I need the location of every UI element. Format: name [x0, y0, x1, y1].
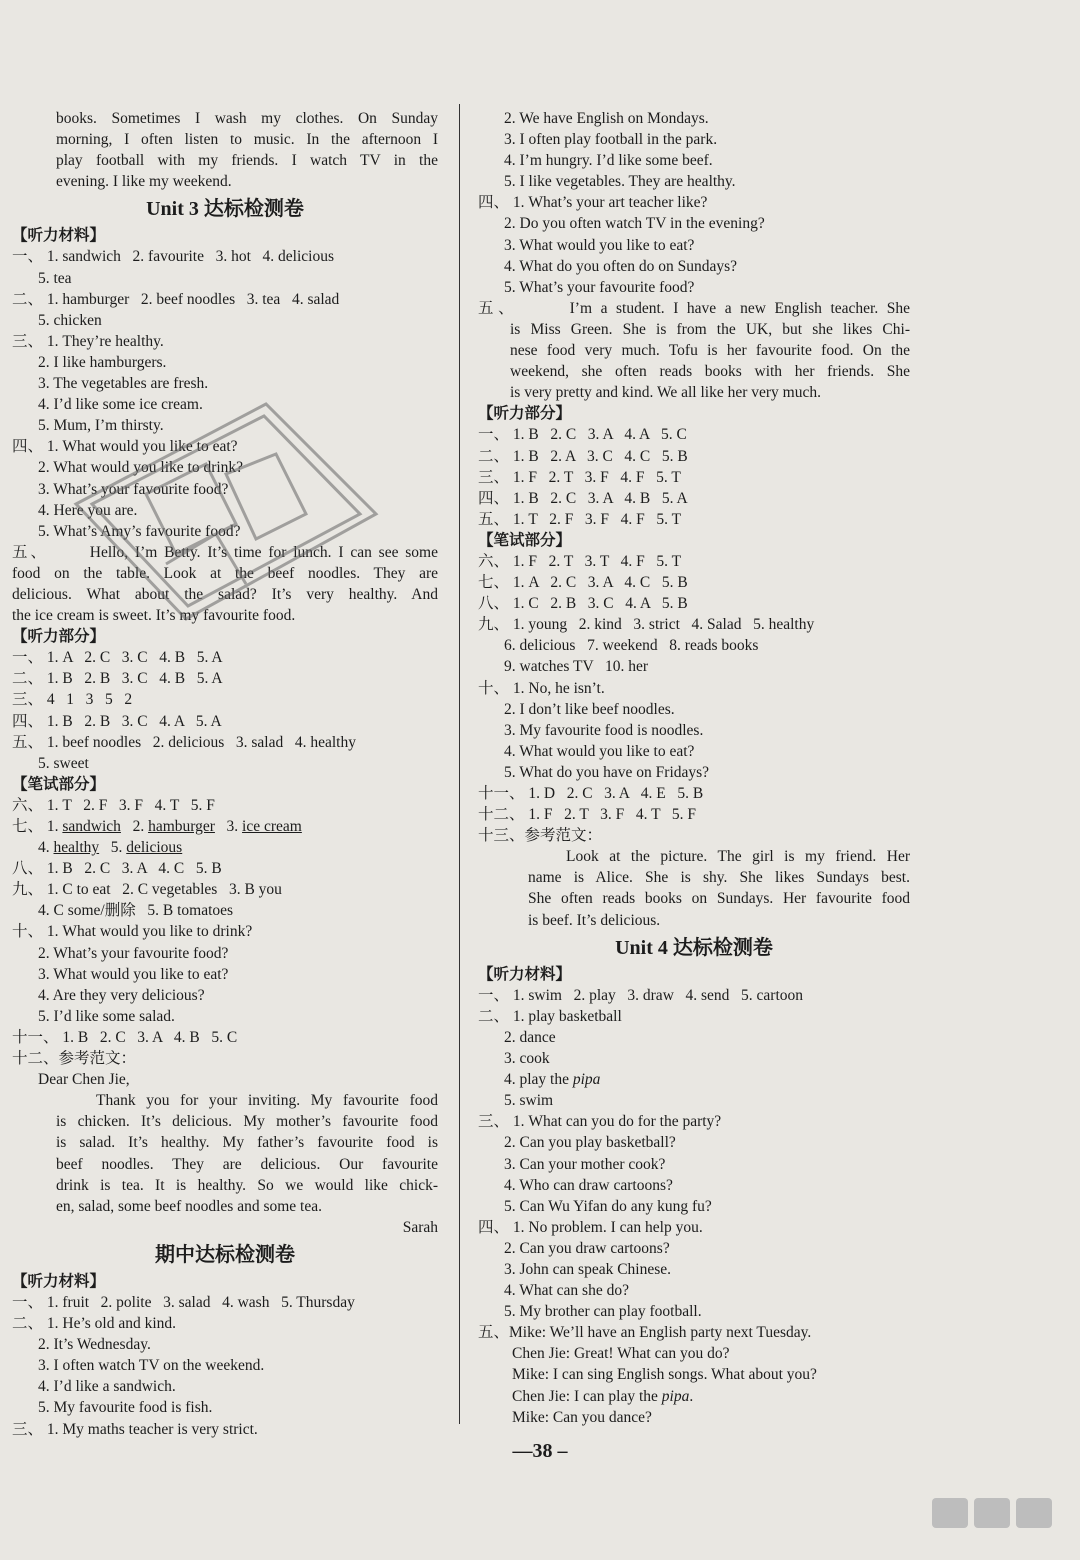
answer-line: 三、 4 1 3 5 2 — [12, 691, 133, 709]
answer-line: 5. My brother can play football. — [504, 1303, 702, 1321]
answer-line: 二、 1. hamburger 2. beef noodles 3. tea 4. salad — [12, 290, 340, 308]
answer-line: 八、 1. B 2. C 3. A 4. C 5. B — [12, 860, 222, 878]
answer-line: 3. What would you like to eat? — [38, 965, 229, 983]
column-divider — [459, 104, 460, 1424]
dialogue-line: 五、Mike: We’ll have an English party next Tuesday. — [478, 1324, 812, 1342]
answer-line: 6. delicious 7. weekend 8. reads books — [504, 637, 759, 655]
answer-line: 3. cook — [504, 1050, 550, 1068]
answer-line: 2. What’s your favourite food? — [38, 944, 229, 962]
essay-line: Look at the picture. The girl is my friend. Her — [566, 848, 910, 866]
answer-line: 2. dance — [504, 1028, 556, 1046]
unit4-title: Unit 4 达标检测卷 — [615, 936, 773, 959]
letter-line: drink is tea. It is healthy. So we would like chick- — [56, 1176, 438, 1194]
answer-line: 3. I often watch TV on the weekend. — [38, 1357, 265, 1375]
letter-line: beef noodles. They are delicious. Our favourite — [56, 1155, 438, 1173]
letter-signature: Sarah — [402, 1218, 438, 1236]
answer-line: 十三、参考范文： — [478, 827, 603, 845]
watermark-graphic — [928, 1494, 1058, 1550]
section-label: 【听力材料】 — [12, 1272, 106, 1290]
essay-line: name is Alice. She is shy. She likes Sundays best. — [528, 869, 910, 887]
answer-line: 4. I’d like some ice cream. — [38, 396, 203, 414]
answer-line: 五、 1. beef noodles 2. delicious 3. salad 4. healthy — [12, 733, 356, 751]
dialogue-line: Chen Jie: I can play the pipa. — [512, 1387, 694, 1405]
answer-line: 4. I’m hungry. I’d like some beef. — [504, 152, 713, 170]
page-number: —38 – — [512, 1440, 568, 1462]
left-column — [12, 108, 438, 1440]
answer-line: 二、 1. B 2. B 3. C 4. B 5. A — [12, 670, 223, 688]
answer-line: 4. What can she do? — [504, 1282, 629, 1300]
answer-line: 5. I like vegetables. They are healthy. — [504, 173, 736, 191]
answer-line: 3. What would you like to eat? — [504, 236, 695, 254]
answer-line: 七、 1. A 2. C 3. A 4. C 5. B — [478, 574, 688, 592]
answer-line: 5. Can Wu Yifan do any kung fu? — [504, 1197, 712, 1215]
answer-line: 四、 1. No problem. I can help you. — [478, 1218, 703, 1236]
letter-greeting: Dear Chen Jie, — [38, 1071, 130, 1089]
dialogue-line: Chen Jie: Great! What can you do? — [512, 1345, 730, 1363]
answer-line: 十二、参考范文： — [12, 1050, 137, 1068]
answer-line: 4. play the pipa — [504, 1071, 601, 1089]
answer-line: 2. Can you play basketball? — [504, 1134, 676, 1152]
answer-line: 九、 1. young 2. kind 3. strict 4. Salad 5. healthy — [478, 616, 815, 634]
midterm-title: 期中达标检测卷 — [155, 1243, 295, 1266]
passage-line: weekend, she often reads books with her friends. She — [510, 363, 910, 381]
essay-line: is beef. It’s delicious. — [528, 911, 661, 929]
section-label: 【听力材料】 — [12, 227, 106, 245]
answer-line: 十、 1. No, he isn’t. — [478, 679, 605, 697]
answer-line: 四、 1. B 2. C 3. A 4. B 5. A — [478, 489, 688, 507]
answer-line: 4. What do you often do on Sundays? — [504, 257, 738, 275]
answer-line: 5. tea — [38, 269, 72, 287]
answer-line: 3. My favourite food is noodles. — [504, 721, 704, 739]
watermark-logo — [928, 1494, 1058, 1550]
answer-line: 2. We have English on Mondays. — [504, 110, 709, 127]
right-column — [478, 108, 910, 1428]
answer-line: 五、 1. T 2. F 3. F 4. F 5. T — [478, 510, 682, 528]
answer-line: 十一、 1. D 2. C 3. A 4. E 5. B — [478, 785, 704, 802]
passage-line: is Miss Green. She is from the UK, but she likes Chi- — [510, 320, 910, 338]
answer-line: 七、 1. sandwich 2. hamburger 3. ice cream — [12, 818, 302, 835]
answer-line: 一、 1. A 2. C 3. C 4. B 5. A — [12, 649, 223, 667]
answer-line: 4. Here you are. — [38, 501, 138, 519]
stamp-mark — [56, 384, 396, 634]
answer-line: 六、 1. T 2. F 3. F 4. T 5. F — [12, 796, 215, 814]
intro-line: morning, I often listen to music. In the afternoon I — [56, 131, 438, 149]
passage-line: food on the table. Look at the beef noodles. They are — [12, 564, 438, 582]
answer-line: 2. I don’t like beef noodles. — [504, 700, 675, 718]
answer-line: 5. sweet — [38, 754, 89, 772]
answer-line: 一、 1. B 2. C 3. A 4. A 5. C — [478, 426, 687, 444]
answer-line: 4. I’d like a sandwich. — [38, 1378, 176, 1396]
answer-line: 3. John can speak Chinese. — [504, 1260, 672, 1278]
passage-line: 五、 I’m a student. I have a new English teacher. She — [478, 299, 910, 317]
answer-line: 四、 1. What would you like to eat? — [12, 438, 238, 456]
answer-line: 三、 1. My maths teacher is very strict. — [12, 1420, 258, 1438]
answer-line: 5. My favourite food is fish. — [38, 1399, 213, 1417]
passage-line: 五、 Hello, I’m Betty. It’s time for lunch. I can see some — [12, 543, 438, 561]
answer-line: 2. It’s Wednesday. — [38, 1336, 151, 1354]
intro-line: evening. I like my weekend. — [56, 173, 232, 191]
letter-line: is chicken. It’s delicious. My mother’s favourite food — [56, 1113, 438, 1131]
answer-line: 十、 1. What would you like to drink? — [12, 923, 253, 941]
answer-line: 5. I’d like some salad. — [38, 1007, 175, 1025]
answer-line: 9. watches TV 10. her — [504, 658, 649, 676]
section-label: 【听力部分】 — [12, 628, 106, 646]
answer-line: 八、 1. C 2. B 3. C 4. A 5. B — [478, 595, 688, 613]
section-label: 【笔试部分】 — [478, 531, 572, 549]
answer-line: 二、 1. B 2. A 3. C 4. C 5. B — [478, 447, 688, 465]
answer-line: 六、 1. F 2. T 3. T 4. F 5. T — [478, 552, 682, 570]
answer-line: 5. What’s Amy’s favourite food? — [38, 522, 241, 540]
answer-line: 4. What would you like to eat? — [504, 742, 695, 760]
passage-line: delicious. What about the salad? It’s very healthy. And — [12, 585, 438, 603]
answer-line: 3. What’s your favourite food? — [38, 480, 229, 498]
answer-line: 3. The vegetables are fresh. — [38, 375, 209, 393]
answer-line: 3. Can your mother cook? — [504, 1155, 666, 1173]
answer-line: 三、 1. They’re healthy. — [12, 332, 164, 350]
answer-line: 5. Mum, I’m thirsty. — [38, 417, 164, 435]
letter-line: en, salad, some beef noodles and some tea. — [56, 1197, 322, 1215]
answer-line: 一、 1. fruit 2. polite 3. salad 4. wash 5. Thursday — [12, 1293, 355, 1311]
section-label: 【笔试部分】 — [12, 775, 106, 793]
letter-line: Thank you for your inviting. My favourite food — [96, 1092, 438, 1110]
intro-line: play football with my friends. I watch TV in the — [56, 152, 438, 170]
answer-line: 2. What would you like to drink? — [38, 459, 244, 477]
answer-line: 二、 1. He’s old and kind. — [12, 1315, 177, 1333]
section-label: 【听力材料】 — [478, 965, 572, 983]
answer-line: 十一、 1. B 2. C 3. A 4. B 5. C — [12, 1028, 238, 1046]
answer-line: 一、 1. sandwich 2. favourite 3. hot 4. delicious — [12, 248, 335, 266]
answer-line: 5. chicken — [38, 311, 102, 329]
answer-line: 5. What’s your favourite food? — [504, 278, 695, 296]
answer-line: 5. What do you have on Fridays? — [504, 763, 710, 781]
answer-line: 5. swim — [504, 1092, 554, 1110]
answer-line: 九、 1. C to eat 2. C vegetables 3. B you — [12, 881, 282, 899]
answer-line: 一、 1. swim 2. play 3. draw 4. send 5. cartoon — [478, 986, 804, 1004]
answer-line: 四、 1. B 2. B 3. C 4. A 5. A — [12, 712, 222, 730]
unit3-title: Unit 3 达标检测卷 — [146, 198, 304, 221]
answer-line: 4. Who can draw cartoons? — [504, 1176, 673, 1194]
answer-line: 三、 1. What can you do for the party? — [478, 1113, 722, 1131]
passage-line: is very pretty and kind. We all like her very much. — [510, 384, 821, 402]
answer-line: 二、 1. play basketball — [478, 1007, 622, 1025]
section-label: 【听力部分】 — [478, 405, 572, 423]
answer-line: 4. C some/删除 5. B tomatoes — [38, 902, 234, 920]
answer-line: 三、 1. F 2. T 3. F 4. F 5. T — [478, 468, 681, 486]
dialogue-line: Mike: Can you dance? — [512, 1408, 652, 1426]
answer-line: 2. Can you draw cartoons? — [504, 1239, 670, 1257]
passage-line: nese food very much. Tofu is her favourite food. On the — [510, 342, 910, 360]
letter-line: is salad. It’s healthy. My father’s favourite food is — [56, 1134, 438, 1152]
intro-line: books. Sometimes I wash my clothes. On Sunday — [56, 110, 438, 127]
answer-line: 2. I like hamburgers. — [38, 353, 167, 371]
answer-line: 2. Do you often watch TV in the evening? — [504, 215, 765, 233]
answer-line: 四、 1. What’s your art teacher like? — [478, 194, 708, 212]
answer-line: 十二、 1. F 2. T 3. F 4. T 5. F — [478, 806, 697, 824]
essay-line: She often reads books on Sundays. Her favourite food — [528, 890, 910, 908]
answer-line: 4. healthy 5. delicious — [38, 839, 183, 857]
dialogue-line: Mike: I can sing English songs. What about you? — [512, 1366, 817, 1384]
answer-line: 3. I often play football in the park. — [504, 131, 718, 149]
passage-line: the ice cream is sweet. It’s my favourite food. — [12, 607, 296, 625]
answer-line: 4. Are they very delicious? — [38, 986, 205, 1004]
